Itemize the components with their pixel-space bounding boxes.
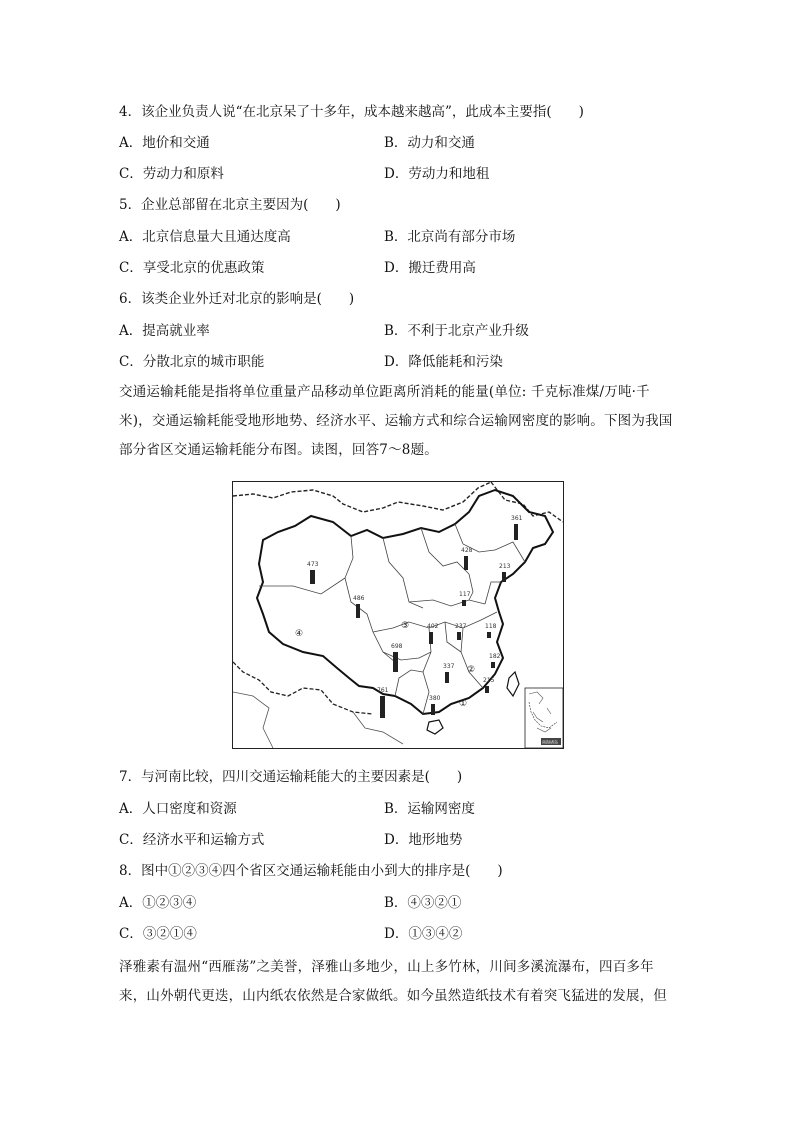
map-figure: [232, 481, 564, 749]
bar-shaanxi: [429, 632, 433, 644]
bar-jiangsu: [487, 632, 491, 638]
q8-option-a: A．①②③④: [119, 895, 197, 911]
border-northeast: [491, 482, 563, 522]
q5-option-b: B．北京尚有部分市场: [384, 229, 516, 245]
q5-option-d: D．搬迁费用高: [384, 260, 476, 276]
map-value-neimenggu: 428: [461, 547, 473, 554]
bar-henan: [457, 632, 461, 640]
bar-yunnan: [380, 696, 385, 718]
marker-4: ④: [295, 629, 304, 639]
map-value-yunnan: 761: [377, 687, 389, 694]
marker-1: ①: [459, 699, 468, 709]
map-value-xinjiang: 473: [307, 561, 319, 568]
map-value-sichuan: 698: [391, 643, 403, 650]
bar-fujian: [485, 686, 489, 693]
q8-option-c: C．③②①④: [119, 926, 197, 942]
q6-option-d: D．降低能耗和污染: [384, 354, 503, 370]
map-value-hunan: 337: [443, 663, 455, 670]
q7-stem: 7．与河南比较，四川交通运输耗能大的主要因素是( ): [119, 769, 463, 785]
map-value-fujian: 215: [483, 677, 495, 684]
q7-option-d: D．地形地势: [384, 832, 463, 848]
q8-stem: 8．图中①②③④四个省区交通运输耗能由小到大的排序是( ): [119, 863, 503, 879]
q7-option-b: B．运输网密度: [384, 801, 475, 817]
map-value-beijing-area: 117: [459, 591, 471, 598]
taiwan-island: [507, 672, 519, 696]
q7-option-a: A．人口密度和资源: [119, 801, 237, 817]
bar-xinjiang: [310, 570, 315, 584]
map-value-zhejiang: 182: [489, 653, 501, 660]
q5-option-c: C．享受北京的优惠政策: [119, 260, 265, 276]
china-transport-energy-map: [233, 482, 563, 748]
bar-beijing-area: [462, 600, 466, 606]
border-west: [233, 662, 373, 714]
map-value-guangxi: 380: [429, 695, 441, 702]
map-value-shaanxi: 402: [427, 623, 439, 630]
marker-3: ③: [401, 621, 410, 631]
q5-stem: 5．企业总部留在北京主要因为( ): [119, 197, 341, 213]
hainan-island: [427, 720, 443, 734]
q8-option-b: B．④③②①: [384, 895, 462, 911]
bar-heilongjiang: [514, 524, 518, 540]
bar-sichuan: [393, 652, 398, 672]
q4-option-b: B．动力和交通: [384, 135, 475, 151]
q5-option-a: A．北京信息量大且通达度高: [119, 229, 291, 245]
bar-guangxi: [431, 704, 435, 715]
map-value-jilin: 213: [499, 563, 511, 570]
q6-option-a: A．提高就业率: [119, 323, 210, 339]
map-value-gansu: 486: [353, 595, 365, 602]
bar-gansu: [356, 604, 360, 618]
map-value-jiangsu: 118: [485, 623, 497, 630]
q4-option-d: D．劳动力和地租: [384, 166, 490, 182]
q4-stem: 4．该企业负责人说“在北京呆了十多年，成本越来越高”，此成本主要指( ): [119, 104, 584, 120]
q6-stem: 6．该类企业外迁对北京的影响是( ): [119, 291, 355, 307]
passage-zeya: 泽雅素有温州“西雁荡”之美誉，泽雅山多地少，山上多竹林，川间多溪流瀑布，四百多年来，山外朝代更迭，山内纸农依然是合家做纸。如今虽然造纸技术有着突飞猛进的发展，但: [119, 959, 667, 1004]
passage-transport-energy: 交通运输耗能是指将单位重量产品移动单位距离所消耗的能量(单位: 千克标准煤/万吨·千米)，交通运输耗能受地形地势、经济水平、运输方式和综合运输网密度的影响。下图为我国部分省区交通运输耗能分布图。读图，回答7～8题。: [119, 384, 673, 458]
q6-option-c: C．分散北京的城市职能: [119, 354, 265, 370]
q4-option-c: C．劳动力和原料: [119, 166, 224, 182]
q7-option-c: C．经济水平和运输方式: [119, 832, 265, 848]
q8-option-d: D．①③④②: [384, 926, 463, 942]
border-north: [233, 482, 491, 512]
marker-2: ②: [467, 665, 476, 675]
bar-hunan: [445, 672, 449, 683]
q4-option-a: A．地价和交通: [119, 135, 210, 151]
map-value-henan: 237: [455, 623, 467, 630]
bar-jilin: [502, 572, 506, 582]
inset-label: 南海诸岛: [542, 739, 558, 745]
map-value-heilongjiang: 361: [511, 515, 523, 522]
bar-zhejiang: [491, 662, 495, 668]
q6-option-b: B．不利于北京产业升级: [384, 323, 529, 339]
bar-neimenggu: [464, 556, 468, 570]
